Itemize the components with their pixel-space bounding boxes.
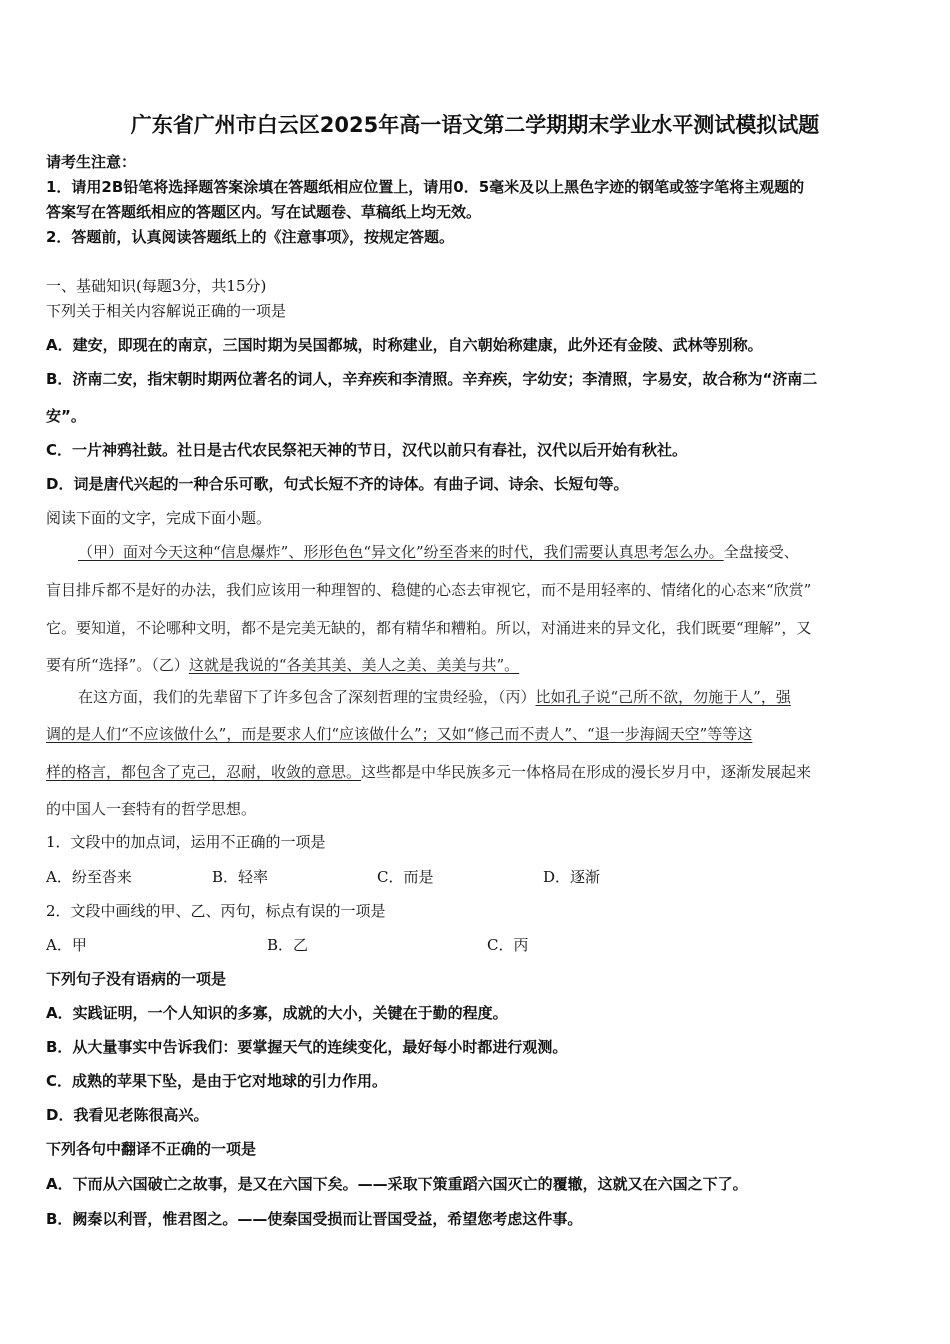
passage-line: 的中国人一套特有的哲学思想。 bbox=[46, 800, 257, 818]
option-d: D．我看见老陈很高兴。 bbox=[46, 1106, 209, 1124]
passage-line: 在这方面，我们的先辈留下了许多包含了深刻哲理的宝贵经验，（丙）比如孔子说“己所不欲，勿施于人”，强 bbox=[78, 688, 791, 706]
notice-heading: 请考生注意： bbox=[46, 153, 137, 171]
option-b-cont: 安”。 bbox=[46, 407, 86, 425]
option-c: C．丙 bbox=[487, 936, 529, 954]
question-stem: 下列句子没有语病的一项是 bbox=[46, 970, 227, 988]
option-c: C．而是 bbox=[377, 868, 434, 886]
section-heading: 一、基础知识(每题3分，共15分) bbox=[46, 277, 267, 295]
passage-line: 盲目排斥都不是好的办法，我们应该用一种理智的、稳健的心态去审视它，而不是用轻率的、情绪化的心态来“欣赏” bbox=[46, 581, 812, 599]
sub-question-2: 2．文段中画线的甲、乙、丙句，标点有误的一项是 bbox=[46, 902, 386, 920]
option-d: D．词是唐代兴起的一种合乐可歌，句式长短不齐的诗体。有曲子词、诗余、长短句等。 bbox=[46, 475, 629, 493]
passage-line: 它。要知道，不论哪种文明，都不是完美无缺的，都有精华和糟粕。所以，对涌进来的异文化，我们既要“理解”，又 bbox=[46, 619, 812, 637]
option-d: D．逐渐 bbox=[543, 868, 601, 886]
question-stem: 下列关于相关内容解说正确的一项是 bbox=[46, 302, 287, 320]
question-stem: 下列各句中翻译不正确的一项是 bbox=[46, 1140, 257, 1158]
notice-item-2: 2．答题前，认真阅读答题纸上的《注意事项》，按规定答题。 bbox=[46, 228, 454, 246]
option-b: B．乙 bbox=[267, 936, 309, 954]
underlined-sentence-jia: （甲）面对今天这种“信息爆炸”、形形色色“异文化”纷至沓来的时代，我们需要认真思考怎么办。 bbox=[78, 543, 724, 561]
notice-item-1: 1．请用2B铅笔将选择题答案涂填在答题纸相应位置上，请用0．5毫米及以上黑色字迹的钢笔或签字笔将主观题的 bbox=[46, 178, 805, 196]
option-a: A．下而从六国破亡之故事，是又在六国下矣。——采取下策重蹈六国灭亡的覆辙，这就又在六国之下了。 bbox=[46, 1175, 748, 1193]
sub-question-1: 1．文段中的加点词，运用不正确的一项是 bbox=[46, 833, 326, 851]
passage-line: 样的格言，都包含了克己，忍耐，收敛的意思。这些都是中华民族多元一体格局在形成的漫长岁月中，逐渐发展起来 bbox=[46, 763, 812, 781]
underlined-sentence-yi: 这就是我说的“各美其美、美人之美、美美与共”。 bbox=[188, 656, 520, 674]
option-a: A．实践证明，一个人知识的多寡，成就的大小，关键在于勤的程度。 bbox=[46, 1004, 508, 1022]
page-title: 广东省广州市白云区2025年高一语文第二学期期末学业水平测试模拟试题 bbox=[130, 113, 820, 137]
option-b: B．从大量事实中告诉我们：要掌握天气的连续变化，最好每小时都进行观测。 bbox=[46, 1038, 568, 1056]
passage-line: 调的是人们“不应该做什么”，而是要求人们“应该做什么”；又如“修己而不责人”、“退一步海阔天空”等等这 bbox=[46, 725, 753, 743]
underlined-sentence-bing: 比如孔子说“己所不欲，勿施于人”，强 bbox=[535, 688, 791, 706]
reading-intro: 阅读下面的文字，完成下面小题。 bbox=[46, 509, 272, 527]
option-a: A．建安，即现在的南京，三国时期为吴国都城，时称建业，自六朝始称建康，此外还有金陵、武林等别称。 bbox=[46, 336, 763, 354]
option-b: B．轻率 bbox=[212, 868, 269, 886]
option-c: C．成熟的苹果下坠，是由于它对地球的引力作用。 bbox=[46, 1072, 388, 1090]
option-a: A．纷至沓来 bbox=[46, 868, 132, 886]
option-c: C．一片神鸦社鼓。社日是古代农民祭祀天神的节日，汉代以前只有春社，汉代以后开始有秋社。 bbox=[46, 441, 688, 459]
option-a: A．甲 bbox=[46, 936, 87, 954]
passage-line: （甲）面对今天这种“信息爆炸”、形形色色“异文化”纷至沓来的时代，我们需要认真思考怎么办。全盘接受、 bbox=[78, 543, 799, 561]
option-b: B．济南二安，指宋朝时期两位著名的词人，辛弃疾和李清照。辛弃疾，字幼安；李清照，字易安，故合称为“济南二 bbox=[46, 370, 818, 388]
option-b: B．阙秦以利晋，惟君图之。——使秦国受损而让晋国受益，希望您考虑这件事。 bbox=[46, 1210, 583, 1228]
notice-item-1-cont: 答案写在答题纸相应的答题区内。写在试题卷、草稿纸上均无效。 bbox=[46, 203, 482, 221]
passage-line: 要有所“选择”。（乙）这就是我说的“各美其美、美人之美、美美与共”。 bbox=[46, 656, 520, 674]
